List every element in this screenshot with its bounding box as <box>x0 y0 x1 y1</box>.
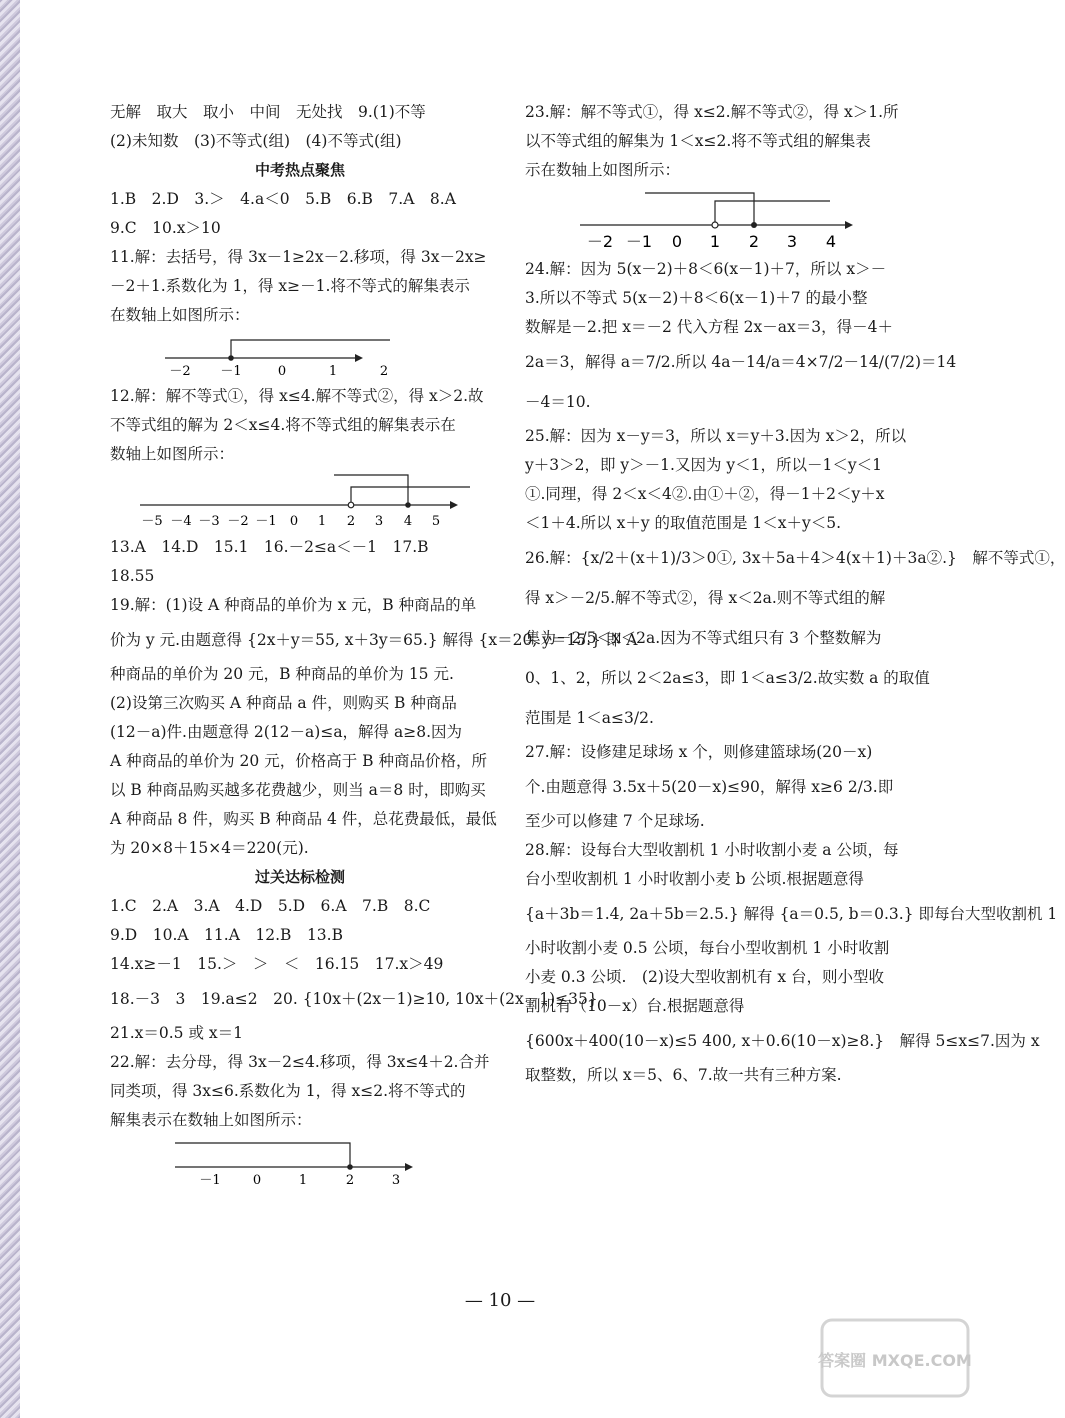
text-line: 为 20×8＋15×4＝220(元). <box>110 839 309 857</box>
tick-label: －1 <box>625 232 653 251</box>
tick-label: 0 <box>277 364 287 379</box>
watermark-logo <box>820 1318 970 1398</box>
tick-label: －3 <box>198 514 220 529</box>
text-line: 得 x＞－2/5.解不等式②，得 x＜2a.则不等式组的解 <box>525 589 886 607</box>
tick-label: 5 <box>431 514 441 529</box>
tick-label: 3 <box>391 1173 401 1188</box>
text-line: 22.解：去分母，得 3x－2≤4.移项，得 3x≤4＋2.合并 <box>110 1053 490 1071</box>
text-line: 取整数，所以 x＝5、6、7.故一共有三种方案. <box>525 1066 842 1084</box>
text-line: 无解 取大 取小 中间 无处找 9.(1)不等 <box>110 103 426 121</box>
tick-label: －1 <box>255 514 277 529</box>
text-line: 18.－3 3 19.a≤2 20. {10x＋(2x－1)≥10, 10x＋(2x－1)≤35} <box>110 990 598 1008</box>
tick-label: 2 <box>345 1173 355 1188</box>
text-line: {a＋3b＝1.4, 2a＋5b＝2.5.} 解得 {a＝0.5, b＝0.3.} 即每台大型收割机 1 <box>525 905 1058 923</box>
tick-label: －2 <box>227 514 249 529</box>
binding-strip <box>0 0 20 1418</box>
text-line: 24.解：因为 5(x－2)＋8＜6(x－1)＋7，所以 x＞－ <box>525 260 887 278</box>
tick-label: 1 <box>298 1173 308 1188</box>
text-line: A 种商品的单价为 20 元，价格高于 B 种商品价格，所 <box>110 752 487 770</box>
text-line: 27.解：设修建足球场 x 个，则修建篮球场(20－x) <box>525 743 873 761</box>
number-line-11 <box>110 332 389 379</box>
text-line: 种商品的单价为 20 元，B 种商品的单价为 15 元. <box>110 665 454 683</box>
tick-label: 4 <box>403 514 413 529</box>
tick-label: －2 <box>586 232 614 251</box>
text-line: 价为 y 元.由题意得 {2x＋y＝55, x＋3y＝65.} 解得 {x＝20, y＝15.} 即 A <box>110 631 638 649</box>
tick-label: －2 <box>169 364 191 379</box>
section-heading: 中考热点聚焦 <box>254 161 345 179</box>
text-line: 9.D 10.A 11.A 12.B 13.B <box>110 926 343 944</box>
text-line: A 种商品 8 件，购买 B 种商品 4 件，总花费最低，最低 <box>110 810 497 828</box>
text-line: 23.解：解不等式①，得 x≤2.解不等式②，得 x＞1.所 <box>525 103 899 121</box>
tick-label: 0 <box>252 1173 262 1188</box>
text-line: 14.x≥－1 15.＞ ＞ ＜ 16.15 17.x＞49 <box>110 955 444 973</box>
tick-label: 2 <box>379 364 389 379</box>
text-line: {600x＋400(10－x)≤5 400, x＋0.6(10－x)≥8.} 解得 5≤x≤7.因为 x <box>525 1032 1040 1050</box>
text-line: 割机有（10－x）台.根据题意得 <box>525 997 745 1015</box>
text-line: 不等式组的解为 2＜x≤4.将不等式组的解集表示在 <box>110 416 456 434</box>
text-line: 集为－2/5＜x＜2a.因为不等式组只有 3 个整数解为 <box>525 629 882 647</box>
text-line: 解集表示在数轴上如图所示： <box>110 1111 312 1129</box>
text-line: 19.解：(1)设 A 种商品的单价为 x 元，B 种商品的单 <box>110 596 477 614</box>
text-line: (2)设第三次购买 A 种商品 a 件，则购买 B 种商品 <box>110 694 457 712</box>
text-line: 范围是 1＜a≤3/2. <box>525 709 654 727</box>
text-line: (12－a)件.由题意得 2(12－a)≤a，解得 a≥8.因为 <box>110 723 463 741</box>
tick-label: 0 <box>671 232 683 251</box>
tick-label: 3 <box>786 232 798 251</box>
text-line: －2＋1.系数化为 1，得 x≥－1.将不等式的解集表示 <box>110 277 470 295</box>
tick-label: 3 <box>374 514 384 529</box>
text-line: 13.A 14.D 15.1 16.－2≤a＜－1 17.B <box>110 538 429 556</box>
text-line: 同类项，得 3x≤6.系数化为 1，得 x≤2.将不等式的 <box>110 1082 466 1100</box>
number-line-22 <box>110 1137 401 1188</box>
text-line: 至少可以修建 7 个足球场. <box>525 812 705 830</box>
text-line: ①.同理，得 2＜x＜4②.由①＋②，得－1＋2＜y＋x <box>525 485 885 503</box>
text-line: (2)未知数 (3)不等式(组) (4)不等式(组) <box>110 132 402 150</box>
text-line: 3.所以不等式 5(x－2)＋8＜6(x－1)＋7 的最小整 <box>525 289 868 307</box>
text-line: 9.C 10.x＞10 <box>110 219 221 237</box>
number-line-23 <box>525 187 865 251</box>
text-line: 1.B 2.D 3.＞ 4.a＜0 5.B 6.B 7.A 8.A <box>110 190 456 208</box>
number-line-12 <box>110 471 470 529</box>
text-line: 数轴上如图所示： <box>110 445 235 463</box>
text-line: 示在数轴上如图所示： <box>525 161 681 179</box>
text-line: 台小型收割机 1 小时收割小麦 b 公顷.根据题意得 <box>525 870 864 888</box>
text-line: －4＝10. <box>525 393 591 411</box>
tick-label: －1 <box>199 1173 221 1188</box>
right-column <box>525 98 1065 1090</box>
watermark-text: 答案圈 MXQE.COM <box>818 1351 972 1370</box>
text-line: 1.C 2.A 3.A 4.D 5.D 6.A 7.B 8.C <box>110 897 431 915</box>
tick-label: －5 <box>141 514 163 529</box>
tick-label: －1 <box>220 364 242 379</box>
text-line: 0、1、2，所以 2＜2a≤3，即 1＜a≤3/2.故实数 a 的取值 <box>525 669 930 687</box>
tick-label: 1 <box>328 364 338 379</box>
text-line: 26.解：{x/2＋(x＋1)/3＞0①, 3x＋5a＋4＞4(x＋1)＋3a②.} 解不等式①， <box>525 549 1065 567</box>
text-line: 以 B 种商品购买越多花费越少，则当 a＝8 时，即购买 <box>110 781 486 799</box>
text-line: 25.解：因为 x－y＝3，所以 x＝y＋3.因为 x＞2，所以 <box>525 427 907 445</box>
page-number: — 10 — <box>464 1290 536 1311</box>
tick-label: 0 <box>289 514 299 529</box>
text-line: ＜1＋4.所以 x＋y 的取值范围是 1＜x＋y＜5. <box>525 514 842 532</box>
text-line: 21.x＝0.5 或 x＝1 <box>110 1024 243 1042</box>
text-line: 以不等式组的解集为 1＜x≤2.将不等式组的解集表 <box>525 132 871 150</box>
text-line: 个.由题意得 3.5x＋5(20－x)≤90，解得 x≥6 2/3.即 <box>525 778 894 796</box>
text-line: 11.解：去括号，得 3x－1≥2x－2.移项，得 3x－2x≥ <box>110 248 487 266</box>
tick-label: －4 <box>170 514 192 529</box>
section-heading: 过关达标检测 <box>254 868 345 886</box>
text-line: 18.55 <box>110 567 155 585</box>
text-line: 2a＝3，解得 a＝7/2.所以 4a－14/a＝4×7/2－14/(7/2)＝14 <box>525 353 957 371</box>
text-line: 小麦 0.3 公顷. (2)设大型收割机有 x 台，则小型收 <box>525 968 884 986</box>
tick-label: 2 <box>346 514 356 529</box>
tick-label: 4 <box>825 232 837 251</box>
tick-label: 2 <box>748 232 760 251</box>
text-line: 在数轴上如图所示： <box>110 306 250 324</box>
text-line: 12.解：解不等式①，得 x≤4.解不等式②，得 x＞2.故 <box>110 387 484 405</box>
text-line: 小时收割小麦 0.5 公顷，每台小型收割机 1 小时收割 <box>525 939 890 957</box>
text-line: 数解是－2.把 x＝－2 代入方程 2x－ax＝3，得－4＋ <box>525 318 893 336</box>
text-line: 28.解：设每台大型收割机 1 小时收割小麦 a 公顷，每 <box>525 841 899 859</box>
tick-label: 1 <box>709 232 721 251</box>
tick-label: 1 <box>317 514 327 529</box>
text-line: y＋3＞2，即 y＞－1.又因为 y＜1，所以－1＜y＜1 <box>525 456 882 474</box>
